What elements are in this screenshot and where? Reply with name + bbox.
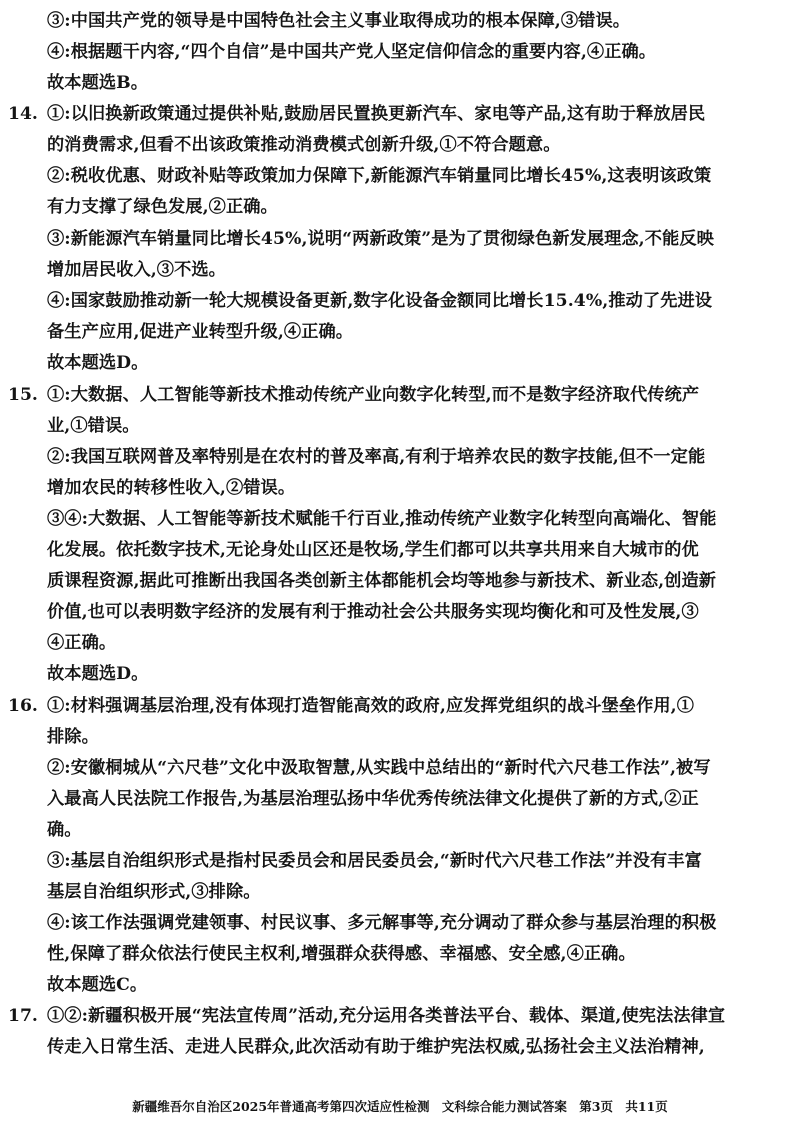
text-line: 性,保障了群众依法行使民主权利,增强群众获得感、幸福感、安全感,④正确。 bbox=[47, 944, 636, 964]
question-number: 15. bbox=[8, 385, 38, 405]
text-line: 故本题选D。 bbox=[47, 664, 149, 684]
text-line: 故本题选B。 bbox=[47, 73, 149, 93]
text-line: 确。 bbox=[47, 820, 82, 840]
text-line: 传走入日常生活、走进人民群众,此次活动有助于维护宪法权威,弘扬社会主义法治精神, bbox=[47, 1037, 705, 1057]
text-line: 基层自治组织形式,③排除。 bbox=[47, 882, 261, 902]
text-line: 增加居民收入,③不选。 bbox=[47, 260, 226, 280]
text-line: 备生产应用,促进产业转型升级,④正确。 bbox=[47, 322, 354, 342]
text-line: ③:中国共产党的领导是中国特色社会主义事业取得成功的根本保障,③错误。 bbox=[47, 11, 631, 31]
text-line: ②:税收优惠、财政补贴等政策加力保障下,新能源汽车销量同比增长45%,这表明该政策 bbox=[47, 166, 712, 186]
question-number: 14. bbox=[8, 104, 38, 124]
text-line: 价值,也可以表明数字经济的发展有利于推动社会公共服务实现均衡化和可及性发展,③ bbox=[47, 602, 699, 622]
text-line: ④:该工作法强调党建领事、村民议事、多元解事等,充分调动了群众参与基层治理的积极 bbox=[47, 913, 717, 933]
text-line: ②:安徽桐城从“六尺巷”文化中汲取智慧,从实践中总结出的“新时代六尺巷工作法”,被写 bbox=[47, 758, 711, 778]
text-line: 有力支撑了绿色发展,②正确。 bbox=[47, 197, 278, 217]
text-line: 增加农民的转移性收入,②错误。 bbox=[47, 478, 296, 498]
text-line: 业,①错误。 bbox=[47, 416, 140, 436]
footer-exam-title: 新疆维吾尔自治区2025年普通高考第四次适应性检测 bbox=[132, 1099, 430, 1114]
text-line: 质课程资源,据此可推断出我国各类创新主体都能机会均等地参与新技术、新业态,创造新 bbox=[47, 571, 717, 591]
text-line: ①:材料强调基层治理,没有体现打造智能高效的政府,应发挥党组织的战斗堡垒作用,① bbox=[47, 696, 695, 716]
question-number: 16. bbox=[8, 696, 38, 716]
page-footer bbox=[0, 1097, 800, 1117]
footer-page-number: 第3页 bbox=[579, 1099, 613, 1114]
text-line: ①②:新疆积极开展“宪法宣传周”活动,充分运用各类普法平台、载体、渠道,使宪法法律宣 bbox=[47, 1006, 726, 1026]
question-number: 17. bbox=[8, 1006, 38, 1026]
text-line: 的消费需求,但看不出该政策推动消费模式创新升级,①不符合题意。 bbox=[47, 135, 561, 155]
text-line: 化发展。依托数字技术,无论身处山区还是牧场,学生们都可以共享共用来自大城市的优 bbox=[47, 540, 699, 560]
text-line: 故本题选C。 bbox=[47, 975, 148, 995]
text-line: ②:我国互联网普及率特别是在农村的普及率高,有利于培养农民的数字技能,但不一定能 bbox=[47, 447, 706, 467]
text-line: ④:根据题干内容,“四个自信”是中国共产党人坚定信仰信念的重要内容,④正确。 bbox=[47, 42, 657, 62]
text-line: ④:国家鼓励推动新一轮大规模设备更新,数字化设备金额同比增长15.4%,推动了先进设 bbox=[47, 291, 713, 311]
footer-subject: 文科综合能力测试答案 bbox=[441, 1099, 567, 1114]
text-line: ③④:大数据、人工智能等新技术赋能千行百业,推动传统产业数字化转型向高端化、智能 bbox=[47, 509, 717, 529]
text-line: 排除。 bbox=[47, 727, 99, 747]
text-line: ①:以旧换新政策通过提供补贴,鼓励居民置换更新汽车、家电等产品,这有助于释放居民 bbox=[47, 104, 706, 124]
text-line: ④正确。 bbox=[47, 633, 117, 653]
text-line: 入最高人民法院工作报告,为基层治理弘扬中华优秀传统法律文化提供了新的方式,②正 bbox=[47, 789, 699, 809]
text-line: ①:大数据、人工智能等新技术推动传统产业向数字化转型,而不是数字经济取代传统产 bbox=[47, 385, 700, 405]
text-line: ③:基层自治组织形式是指村民委员会和居民委员会,“新时代六尺巷工作法”并没有丰富 bbox=[47, 851, 702, 871]
text-line: 故本题选D。 bbox=[47, 353, 149, 373]
footer-total-pages: 共11页 bbox=[625, 1099, 668, 1114]
text-line: ③:新能源汽车销量同比增长45%,说明“两新政策”是为了贯彻绿色新发展理念,不能反映 bbox=[47, 229, 714, 249]
